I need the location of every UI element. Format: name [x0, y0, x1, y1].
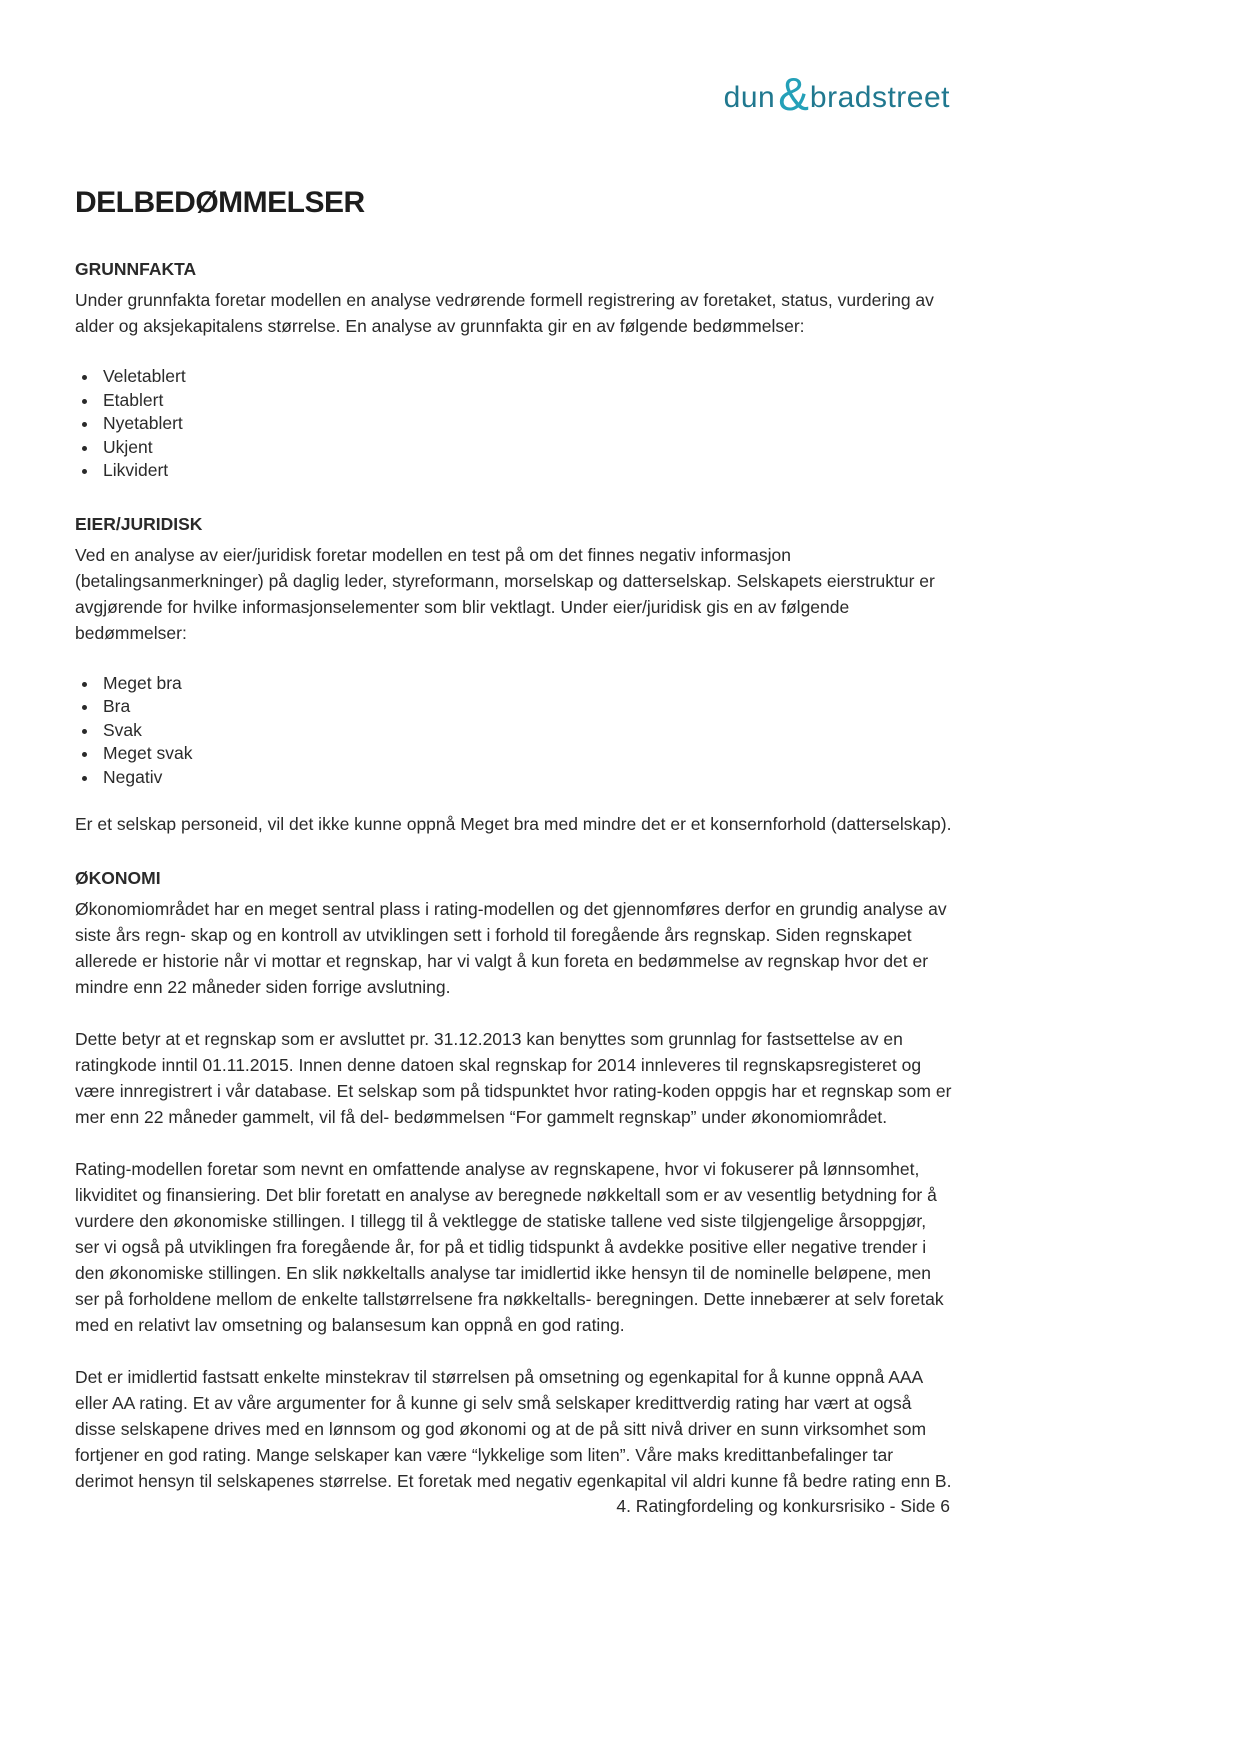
paragraph-eier-juridisk-intro: Ved en analyse av eier/juridisk foretar modellen en test på om det finnes negativ informasjon (betalingsanmerkninger) på daglig leder, styreformann, morselskap og datterselskap. Selskapets eierstruktur er avgjørende for hvilke informasjonselementer som blir vektlagt. Under eier/juridisk gis en av følgende bedømmelser:	[75, 544, 935, 643]
list-item: • Meget bra	[99, 672, 953, 696]
logo-word-bradstreet: bradstreet	[809, 81, 950, 114]
page-footer: 4. Ratingfordeling og konkursrisiko - Side 6	[616, 1496, 950, 1516]
list-item: • Likvidert	[99, 459, 953, 483]
dun-bradstreet-logo	[723, 68, 950, 120]
bullet-list-grunnfakta	[75, 365, 953, 483]
bullet-list-eier-juridisk	[75, 672, 953, 790]
section-heading-eier-juridisk: EIER/JURIDISK	[75, 513, 203, 534]
paragraph-eier-juridisk-note: Er et selskap personeid, vil det ikke kunne oppnå Meget bra med mindre det er et konsernforhold (datterselskap).	[75, 814, 952, 834]
list-item: • Meget svak	[99, 742, 953, 766]
list-item: • Veletablert	[99, 365, 953, 389]
paragraph-okonomi-4: Det er imidlertid fastsatt enkelte minstekrav til størrelsen på omsetning og egenkapital for å kunne oppnå AAA eller AA rating. Et av våre argumenter for å kunne gi selv små selskaper kredittverdig rating har vært at også disse selskapene drives med en lønnsom og god økonomi og at de på sitt nivå driver en sunn virksomhet som fortjener en god rating. Mange selskaper kan være “lykkelige som liten”. Våre maks kredittanbefalinger tar derimot hensyn til selskapenes størrelse. Et foretak med negativ egenkapital vil aldri kunne få bedre rating enn B.	[75, 1367, 952, 1491]
list-item: • Svak	[99, 719, 953, 743]
list-item: • Negativ	[99, 766, 953, 790]
document-content	[75, 186, 953, 1522]
list-item: • Etablert	[99, 389, 953, 413]
paragraph-okonomi-3: Rating-modellen foretar som nevnt en omfattende analyse av regnskapene, hvor vi fokuserer på lønnsomhet, likviditet og finansiering. Det blir foretatt en analyse av beregnede nøkkeltall som er av vesentlig betydning for å vurdere den økonomiske stillingen. I tillegg til å vektlegge de statiske tallene ved siste tilgjengelige årsoppgjør, ser vi også på utviklingen fra foregående år, for på et tidlig tidspunkt å avdekke positive eller negative trender i den økonomiske stillingen. En slik nøkkeltalls analyse tar imidlertid ikke hensyn til de nominelle beløpene, men ser på forholdene mellom de enkelte tallstørrelsene fra nøkkeltalls- beregningen. Dette innebærer at selv foretak med en relativt lav omsetning og balansesum kan oppnå en god rating.	[75, 1159, 944, 1335]
list-item: • Nyetablert	[99, 412, 953, 436]
section-heading-okonomi: ØKONOMI	[75, 868, 161, 888]
section-grunnfakta	[75, 256, 953, 483]
logo-ampersand-icon: &	[778, 68, 809, 120]
paragraph-grunnfakta-intro: Under grunnfakta foretar modellen en analyse vedrørende formell registrering av foretaket, status, vurdering av alder og aksjekapitalens størrelse. En analyse av grunnfakta gir en av følgende bedømmelser:	[75, 290, 934, 336]
paragraph-okonomi-2: Dette betyr at et regnskap som er avsluttet pr. 31.12.2013 kan benyttes som grunnlag for fastsettelse av en ratingkode inntil 01.11.2015. Innen denne datoen skal regnskap for 2014 innleveres til regnskapsregisteret og være innregistrert i vår database. Et selskap som på tidspunktet hvor rating-koden oppgis har et regnskap som er mer enn 22 måneder gammelt, vil få del- bedømmelsen “For gammelt regnskap” under økonomiområdet.	[75, 1029, 952, 1127]
page-title: DELBEDØMMELSER	[75, 186, 365, 219]
section-heading-grunnfakta: GRUNNFAKTA	[75, 259, 197, 279]
paragraph-okonomi-1: Økonomiområdet har en meget sentral plass i rating-modellen og det gjennomføres derfor en grundig analyse av siste års regn- skap og en kontroll av utviklingen sett i forhold til foregående års regnskap. Siden regnskapet allerede er historie når vi mottar et regnskap, har vi valgt å kun foreta en bedømmelse av regnskap hvor det er mindre enn 22 måneder siden forrige avslutning.	[75, 899, 947, 997]
section-eier-juridisk	[75, 511, 953, 838]
list-item: • Bra	[99, 695, 953, 719]
section-okonomi	[75, 865, 953, 1494]
list-item: • Ukjent	[99, 436, 953, 460]
logo-word-dun: dun	[723, 81, 776, 114]
